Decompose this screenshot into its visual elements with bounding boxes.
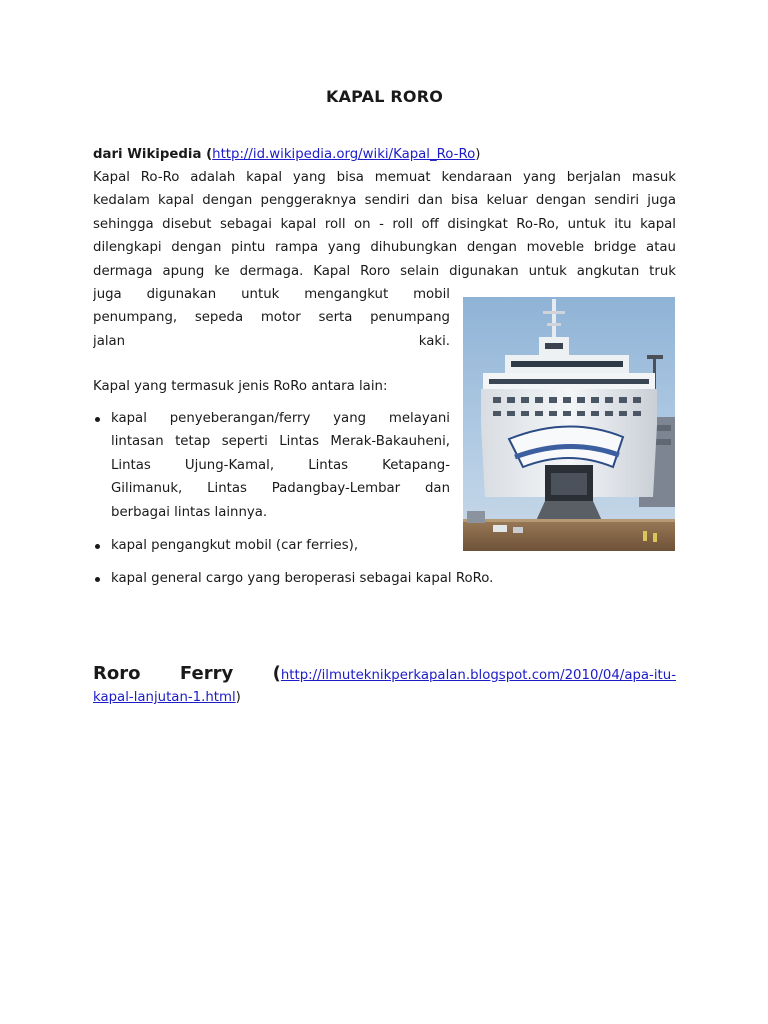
source-suffix: ) [475,147,481,162]
list-item-text [111,407,450,524]
wrap-line: juga digunakan untuk mengangkut mobil [93,287,450,302]
blog-link-part2[interactable]: kapal-lanjutan-1.html [93,690,236,705]
bullet-icon [95,417,100,422]
open-paren: ( [272,663,281,684]
intro-line: dermaga apung ke dermaga. Kapal Roro selain digunakan untuk angkutan truk [93,263,676,279]
roro-ferry-line-2 [93,686,676,709]
list-item-line: lintasan tetap seperti Lintas Merak-Bakauheni, [111,434,450,450]
ferry-image [463,297,675,551]
intro-wrap-text [93,283,450,353]
list-item-line: Lintas Ujung-Kamal, Lintas Ketapang- [111,457,450,473]
intro-line: sehingga disebut sebagai kapal roll on - roll off disingkat Ro-Ro, untuk itu kapal [93,216,676,232]
intro-paragraph [93,166,676,283]
list-item-line: berbagai lintas lainnya. [111,504,268,520]
intro-line: Kapal Ro-Ro adalah kapal yang bisa memuat kendaraan yang berjalan masuk [93,170,676,185]
wrap-line: penumpang, sepeda motor serta penumpang [93,310,450,326]
bullet-icon [95,544,100,549]
ferry-word: Ferry [179,663,234,684]
roro-link-wrap [273,662,676,687]
types-intro: Kapal yang termasuk jenis RoRo antara lain: [93,379,388,394]
close-paren: ) [235,690,241,705]
bullet-icon [95,577,100,582]
roro-ferry-line [93,662,676,688]
list-item-line: kapal penyeberangan/ferry yang melayani [111,411,450,426]
wrap-line: jalan kaki. [93,333,450,349]
list-item-line: Gilimanuk, Lintas Padangbay-Lembar dan [111,481,450,497]
ferry-photo [463,297,675,551]
intro-line: kedalam kapal dengan penggeraknya sendiri dan bisa keluar dengan sendiri juga [93,193,676,209]
roro-ferry-heading [93,662,676,709]
source-prefix: dari Wikipedia ( [93,147,213,162]
blog-link-part1[interactable]: http://ilmuteknikperkapalan.blogspot.com/2010/04/apa-itu- [280,668,676,683]
source-line [93,143,676,166]
roro-word: Roro [93,663,141,684]
wikipedia-link[interactable]: http://id.wikipedia.org/wiki/Kapal_Ro-Ro [212,147,476,162]
intro-line: dilengkapi dengan pintu rampa yang dihubungkan dengan moveble bridge atau [93,240,676,256]
list-item-text: kapal pengangkut mobil (car ferries), [111,538,359,553]
list-item-text: kapal general cargo yang beroperasi sebagai kapal RoRo. [111,571,494,586]
page-title: KAPAL RORO [325,87,444,106]
